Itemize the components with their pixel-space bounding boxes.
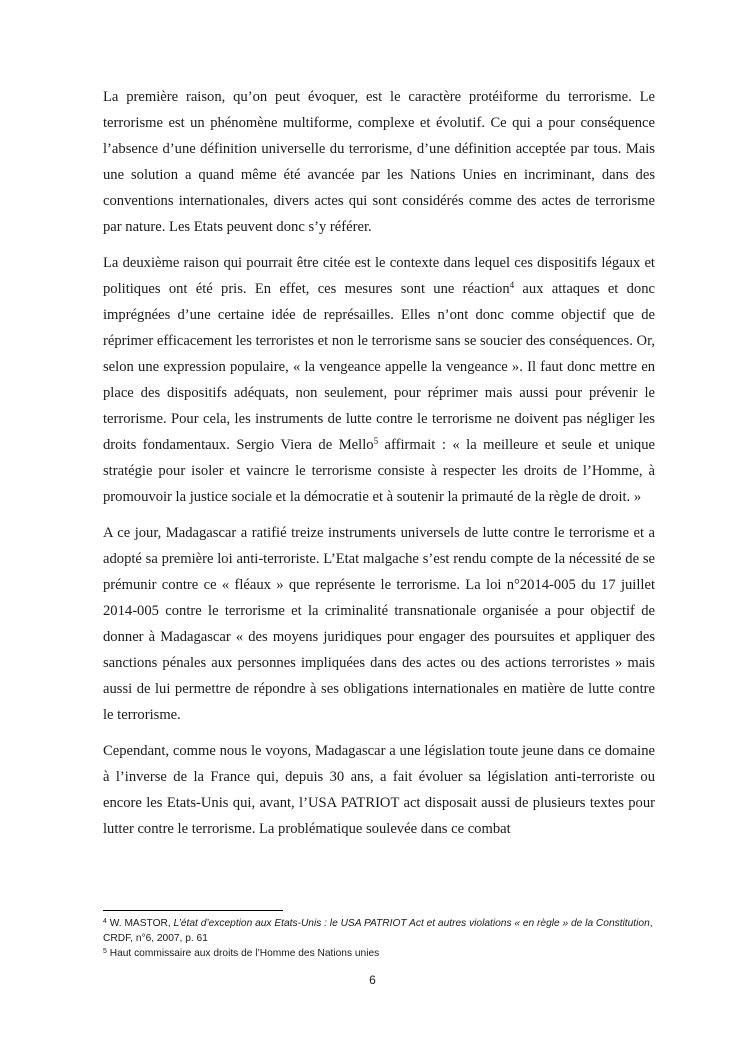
footnote-4-number: 4 — [103, 918, 107, 925]
footnote-4-rest: , CRDF, n°6, 2007, p. 61 — [103, 918, 653, 944]
footnotes — [103, 916, 659, 961]
footnote-5-number: 5 — [103, 948, 107, 955]
paragraph-2-part-2: aux attaques et donc imprégnées d’une certaine idée de représailles. Elles n’ont donc comme objectif que de réprimer efficacement les terroristes et non le terrorisme sans se soucier des conséquences. Or, selon une expression populaire, « la vengeance appelle la vengeance ». Il faut donc mettre en place des dispositifs adéquats, non seulement, pour réprimer mais aussi pour prévenir le terrorisme. Pour cela, les instruments de lutte contre le terrorisme ne doivent pas négliger les droits fondamentaux. Sergio Viera de Mello — [103, 281, 655, 453]
footnote-4-title: L’état d’exception aux Etats-Unis : le USA PATRIOT Act et autres violations « en règle » de la Constitution — [173, 918, 650, 929]
footnote-separator — [103, 910, 283, 911]
paragraph-1: La première raison, qu’on peut évoquer, est le caractère protéiforme du terrorisme. Le terrorisme est un phénomène multiforme, complexe et évolutif. Ce qui a pour conséquence l’absence d’une définition universelle du terrorisme, d’une définition acceptée par tous. Mais une solution a quand même été avancée par les Nations Unies en incriminant, dans des conventions internationales, divers actes qui sont considérés comme des actes de terrorisme par nature. Les Etats peuvent donc s’y référer. — [103, 89, 655, 235]
paragraph-4: Cependant, comme nous le voyons, Madagascar a une législation toute jeune dans ce domaine à l’inverse de la France qui, depuis 30 ans, a fait évoluer sa législation anti-terroriste ou encore les Etats-Unis qui, avant, l’USA PATRIOT act disposait aussi de plusieurs textes pour lutter contre le terrorisme. La problématique soulevée dans ce combat — [103, 743, 655, 837]
footnote-ref-4: 4 — [509, 280, 515, 290]
document-body — [103, 84, 655, 852]
footnote-5 — [103, 946, 659, 961]
paragraph-2-part-3: affirmait : « la meilleure et seule et unique stratégie pour isoler et vaincre le terrorisme consiste à respecter les droits de l’Homme, à promouvoir la justice sociale et la démocratie et à soutenir la primauté de la règle de droit. » — [103, 437, 655, 505]
footnote-4 — [103, 916, 659, 946]
paragraph-3: A ce jour, Madagascar a ratifié treize instruments universels de lutte contre le terrorisme et a adopté sa première loi anti-terroriste. L’Etat malgache s’est rendu compte de la nécessité de se prémunir contre ce « fléaux » que représente le terrorisme. La loi n°2014-005 du 17 juillet 2014-005 contre le terrorisme et la criminalité transnationale organisée a pour objectif de donner à Madagascar « des moyens juridiques pour engager des poursuites et appliquer des sanctions pénales aux personnes impliquées dans des actes ou des actions terroristes » mais aussi de lui permettre de répondre à ses obligations internationales en matière de lutte contre le terrorisme. — [103, 525, 655, 723]
footnote-4-author: W. MASTOR, — [106, 918, 174, 929]
paragraph-2 — [103, 250, 655, 510]
footnote-ref-5: 5 — [373, 436, 379, 446]
footnote-5-text: Haut commissaire aux droits de l’Homme des Nations unies — [106, 948, 380, 959]
paragraph-2-part-1: La deuxième raison qui pourrait être citée est le contexte dans lequel ces dispositifs légaux et politiques ont été pris. En effet, ces mesures sont une réaction — [103, 255, 655, 297]
page-number: 6 — [369, 973, 376, 987]
